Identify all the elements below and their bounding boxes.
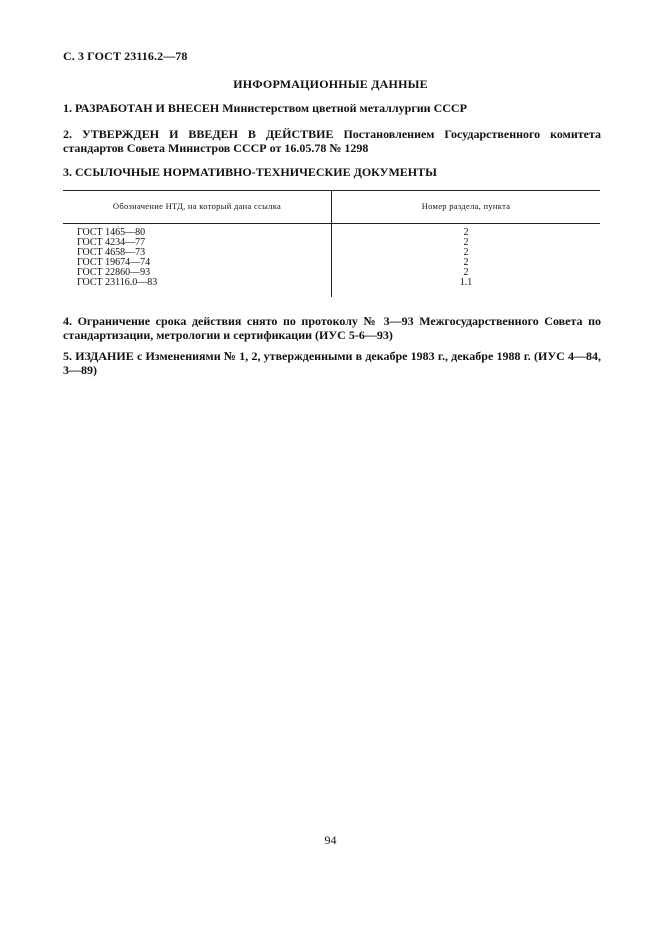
table-cell-section: 1.1 [459,277,473,288]
table-cell-document: ГОСТ 22860—93 [77,267,151,278]
item-number: 5. [63,349,72,363]
info-item-5 [63,349,601,377]
table-column-documents [77,228,157,288]
table-cell-section: 2 [463,267,469,278]
info-item-2 [63,127,601,155]
item-lead: ИЗДАНИЕ [75,349,134,363]
item-text: Министерством цветной металлургии СССР [219,101,467,115]
table-cell-section: 2 [463,247,469,258]
item-number: 3. [63,165,72,179]
table-header-document: Обозначение НТД, на который дана ссылка [112,201,282,211]
page-number: 94 [324,833,337,847]
item-text: с Изменениями № 1, 2, утвержденными в декабре 1983 г., декабре 1988 г. (ИУС 4—84, 3—89) [63,349,601,377]
item-number: 1. [63,101,72,115]
info-item-1 [63,101,601,115]
info-item-3 [63,165,601,179]
table-cell-document: ГОСТ 4658—73 [77,247,146,258]
table-header-section: Номер раздела, пункта [421,201,511,211]
section-title: ИНФОРМАЦИОННЫЕ ДАННЫЕ [233,77,428,91]
item-number: 2. [63,127,72,141]
table-cell-document: ГОСТ 19674—74 [77,257,151,268]
item-lead: ССЫЛОЧНЫЕ НОРМАТИВНО-ТЕХНИЧЕСКИЕ ДОКУМЕНТЫ [75,165,437,179]
reference-documents-table [63,190,600,297]
table-cell-document: ГОСТ 1465—80 [77,227,146,238]
table-cell-section: 2 [463,257,469,268]
table-cell-document: ГОСТ 4234—77 [77,237,146,248]
table-column-sections [332,228,600,288]
info-item-4 [63,314,601,342]
table-cell-section: 2 [463,227,469,238]
item-lead: УТВЕРЖДЕН И ВВЕДЕН В ДЕЙСТВИЕ [81,127,334,141]
running-header: С. 3 ГОСТ 23116.2—78 [63,49,188,63]
table-cell-section: 2 [463,237,469,248]
table-cell-document: ГОСТ 23116.0—83 [77,277,158,288]
item-text: Постановлением Государственного комитета стандартов Совета Министров СССР от 16.05.78 № 1298 [63,127,601,155]
item-number: 4. [63,314,72,328]
item-text: Ограничение срока действия снято по протоколу № 3—93 Межгосударственного Совета по стандартизации, метрологии и сертификации (ИУС 5-6—93) [63,314,601,342]
item-lead: РАЗРАБОТАН И ВНЕСЕН [75,101,220,115]
